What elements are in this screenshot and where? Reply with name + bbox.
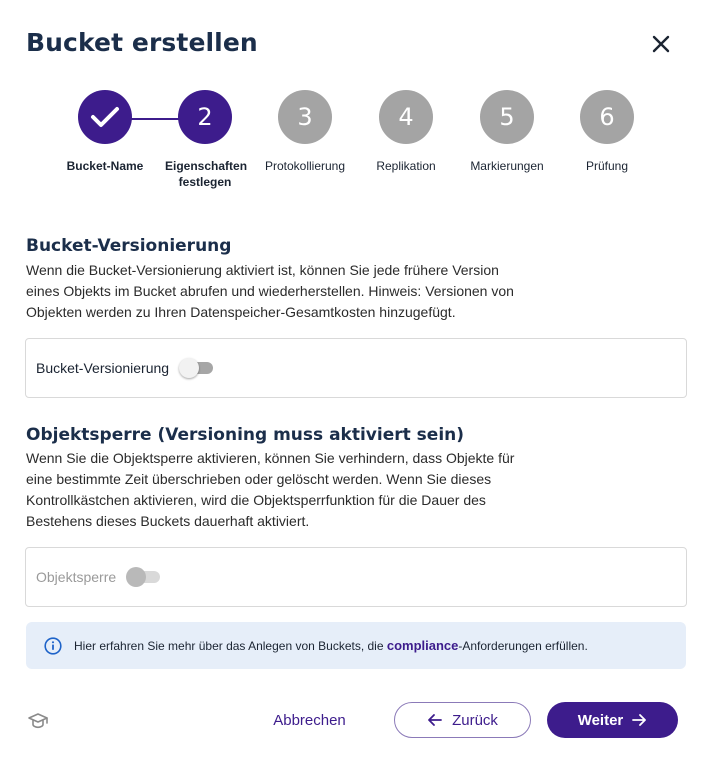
step-label: Replikation [376,159,436,173]
step-bucket-name[interactable] [50,90,160,174]
toggle-thumb [126,567,146,587]
info-icon [44,637,62,655]
step-circle: 4 [379,90,433,144]
step-label: Eigenschaften festlegen [165,159,248,189]
dialog-title: Bucket erstellen [26,28,258,57]
compliance-link[interactable]: compliance [386,638,459,653]
object-lock-toggle-row [25,547,687,607]
versioning-toggle-label: Bucket-Versionierung [36,360,170,376]
object-lock-title: Objektsperre (Versioning muss aktiviert sein) [26,425,465,445]
close-icon [652,35,670,53]
step-circle: 5 [480,90,534,144]
step-circle [78,90,132,144]
step-circle: 2 [178,90,232,144]
step-tags[interactable] [452,90,562,174]
object-lock-toggle-label: Objektsperre [36,569,117,585]
step-replication[interactable] [351,90,461,174]
toggle-thumb [179,358,199,378]
arrow-right-icon [632,713,647,727]
step-circle: 6 [580,90,634,144]
step-label: Markierungen [470,159,544,173]
info-text-after: -Anforderungen erfüllen. [458,639,588,653]
info-text-before: Hier erfahren Sie mehr über das Anlegen von Buckets, die [74,639,387,653]
step-logging[interactable] [250,90,360,174]
next-button[interactable] [547,702,678,738]
step-label: Protokollierung [264,159,346,173]
stepper [0,90,711,200]
arrow-left-icon [427,713,442,727]
step-label: Bucket-Name [66,159,144,173]
versioning-description: Wenn die Bucket-Versionierung aktiviert ist, können Sie jede frühere Version eines Objekts im Bucket abrufen und wiederherstellen. Hinweis: Versionen von Objekten werden zu Ihren Datenspeicher-Gesamtkosten hinzugefügt. [26,262,514,320]
info-banner [26,622,686,669]
object-lock-toggle[interactable] [126,567,162,587]
step-circle: 3 [278,90,332,144]
next-button-label: Weiter [577,711,624,729]
cancel-button[interactable]: Abbrechen [273,711,346,729]
back-button-label: Zurück [452,711,498,729]
step-properties[interactable] [150,90,260,190]
info-text [74,638,588,653]
back-button[interactable] [394,702,531,738]
versioning-toggle-row [25,338,687,398]
checkmark-icon [90,105,120,129]
versioning-title: Bucket-Versionierung [26,236,232,256]
step-label: Prüfung [585,159,629,173]
versioning-toggle[interactable] [179,358,215,378]
close-button[interactable] [648,31,674,57]
step-review[interactable] [552,90,662,174]
graduation-cap-icon[interactable] [27,711,49,731]
object-lock-description: Wenn Sie die Objektsperre aktivieren, können Sie verhindern, dass Objekte für eine bestimmte Zeit überschrieben oder gelöscht werden. Wenn Sie dieses Kontrollkästchen aktivieren, wird die Objektsperrfunktion für die Dauer des Bestehens dieses Buckets dauerhaft aktiviert. [26,450,515,529]
